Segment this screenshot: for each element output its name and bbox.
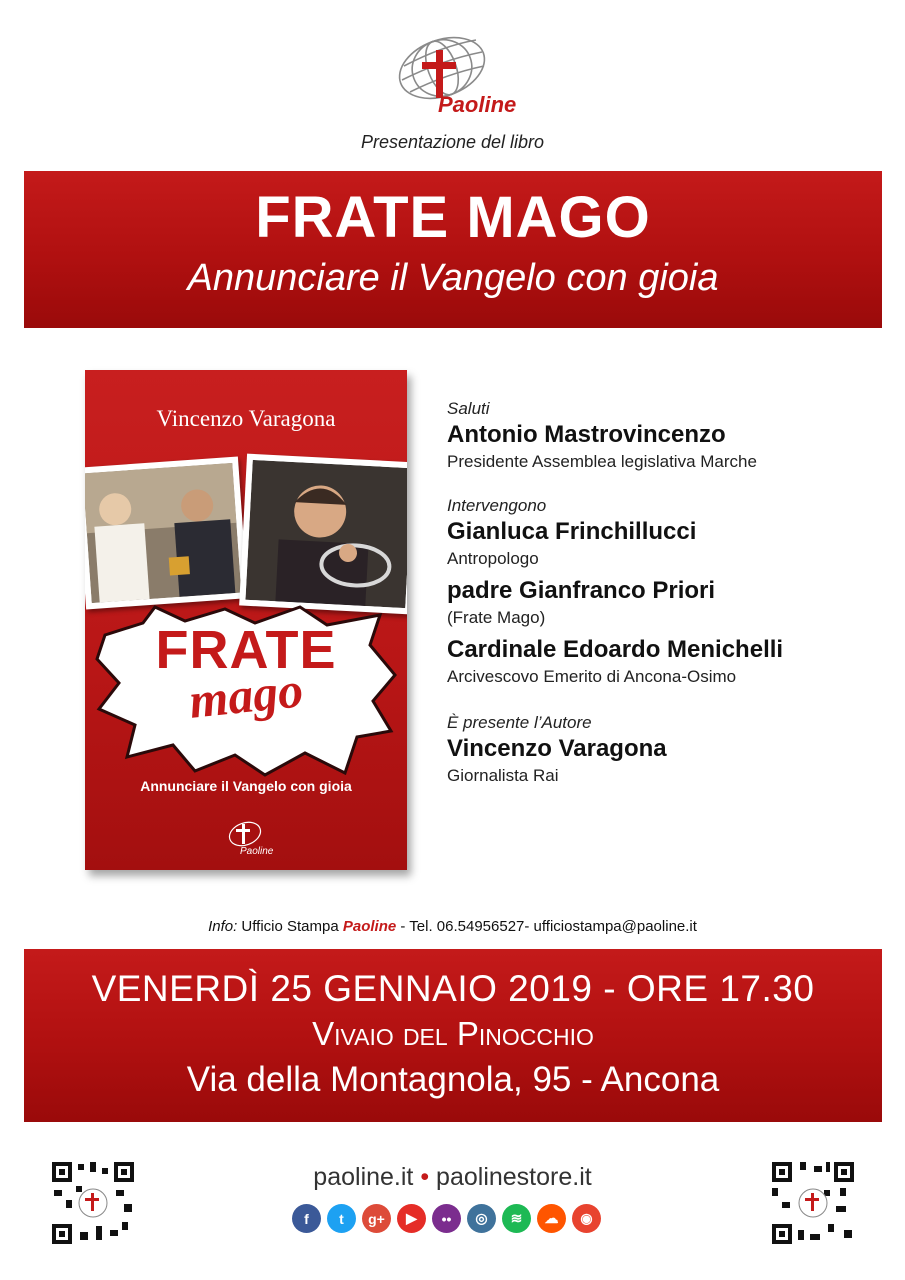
site-link-paoline[interactable]: paoline.it xyxy=(313,1163,414,1191)
googleplus-icon[interactable]: g+ xyxy=(362,1204,391,1233)
globe-cross-icon xyxy=(380,30,520,125)
cover-subtitle: Annunciare il Vangelo con gioia xyxy=(140,778,352,794)
facebook-icon[interactable]: f xyxy=(292,1204,321,1233)
presentation-label: Presentazione del libro xyxy=(360,132,545,152)
speakers-label: Intervengono xyxy=(447,496,547,515)
speaker-name: Gianluca Frinchillucci xyxy=(447,518,697,545)
speaker-name: Cardinale Edoardo Menichelli xyxy=(447,636,784,663)
site-separator: • xyxy=(420,1163,430,1191)
info-brand: Paoline xyxy=(342,918,397,935)
cover-photo-pope xyxy=(85,457,248,610)
websites xyxy=(0,1163,905,1192)
site-link-paolinestore[interactable]: paolinestore.it xyxy=(436,1163,592,1191)
instagram-icon[interactable]: ◎ xyxy=(467,1204,496,1233)
info-line xyxy=(0,918,905,935)
author-label: È presente l’Autore xyxy=(447,713,592,732)
social-icons xyxy=(292,1204,622,1234)
event-program xyxy=(447,398,887,787)
flickr-icon[interactable]: •• xyxy=(432,1204,461,1233)
book-cover xyxy=(85,370,407,870)
svg-text:Paoline: Paoline xyxy=(438,92,517,117)
spotify-icon[interactable]: ≋ xyxy=(502,1204,531,1233)
book-subtitle: Annunciare il Vangelo con gioia xyxy=(187,257,719,299)
cover-author: Vincenzo Varagona xyxy=(156,406,336,431)
twitter-icon[interactable]: t xyxy=(327,1204,356,1233)
event-date-time: VENERDÌ 25 GENNAIO 2019 - ORE 17.30 xyxy=(91,968,815,1009)
title-banner xyxy=(24,171,882,328)
speaker-role: (Frate Mago) xyxy=(447,608,546,627)
event-address: Via della Montagnola, 95 - Ancona xyxy=(186,1060,720,1099)
cover-title-mago: mago xyxy=(186,661,306,729)
speaker-name: padre Gianfranco Priori xyxy=(447,577,716,604)
greeter-role: Presidente Assemblea legislativa Marche xyxy=(447,452,757,471)
speaker-role: Arcivescovo Emerito di Ancona-Osimo xyxy=(447,667,737,686)
soundcloud-icon[interactable]: ☁ xyxy=(537,1204,566,1233)
event-banner xyxy=(24,949,882,1122)
speaker-role: Antropologo xyxy=(447,549,539,568)
paoline-logo xyxy=(380,30,520,125)
event-venue: Vivaio del Pinocchio xyxy=(312,1015,594,1052)
info-label: Info: xyxy=(208,918,238,935)
cover-title-frate: FRATE xyxy=(155,620,337,680)
greeter-name: Antonio Mastrovincenzo xyxy=(447,421,726,448)
youtube-icon[interactable]: ▶ xyxy=(397,1204,426,1233)
info-office: Ufficio Stampa xyxy=(241,918,339,935)
podcast-icon[interactable]: ◉ xyxy=(572,1204,601,1233)
cover-publisher-logo xyxy=(223,818,273,858)
book-title: FRATE MAGO xyxy=(255,185,651,250)
svg-text:Paoline: Paoline xyxy=(240,846,273,857)
greetings-label: Saluti xyxy=(447,399,490,418)
author-role: Giornalista Rai xyxy=(447,766,559,785)
info-contacts[interactable]: - Tel. 06.54956527- ufficiostampa@paoline.it xyxy=(400,918,697,935)
cover-photo-magician xyxy=(239,454,407,615)
author-name: Vincenzo Varagona xyxy=(447,735,667,762)
